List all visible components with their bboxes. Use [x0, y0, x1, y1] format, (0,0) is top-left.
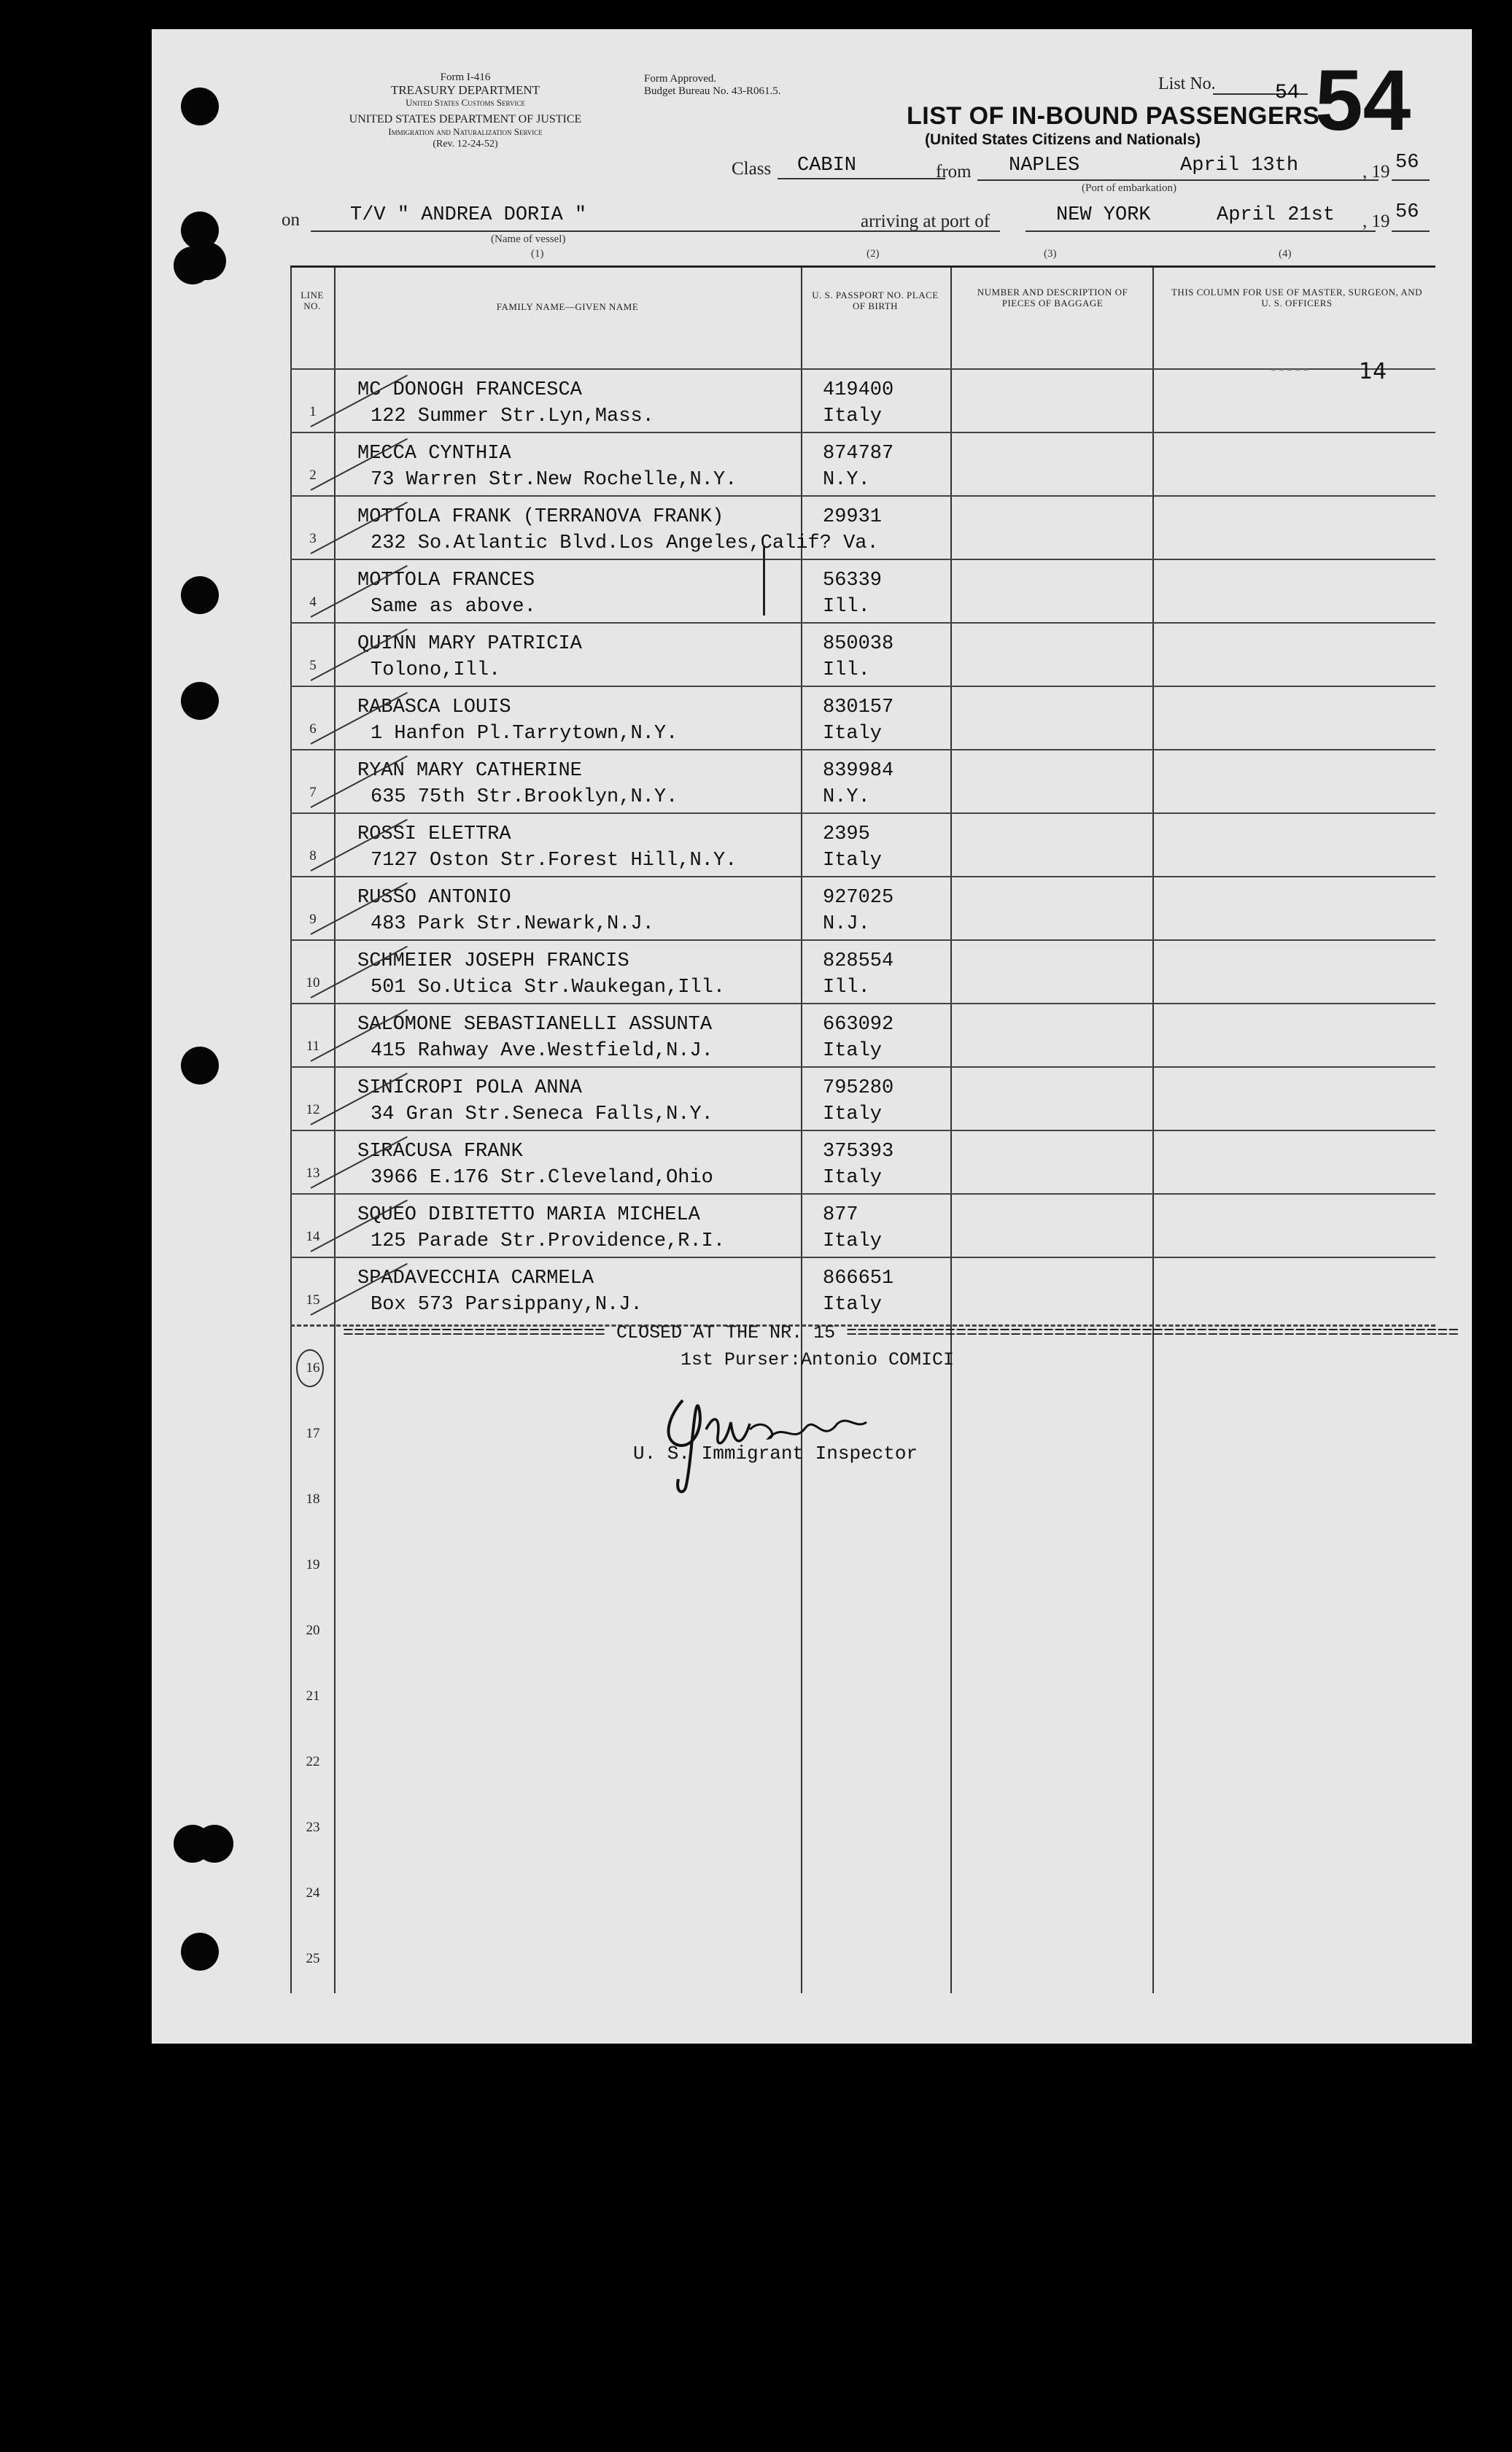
place-of-birth: N.Y.: [823, 786, 870, 808]
line-number: 22: [306, 1754, 320, 1769]
passenger-address: 122 Summer Str.Lyn,Mass.: [371, 406, 654, 427]
arrival-year: 56: [1395, 201, 1419, 223]
passport-number: 795280: [823, 1077, 894, 1099]
line-number: 18: [306, 1491, 320, 1507]
arrival-fill-line: [1026, 230, 1376, 232]
passport-number: 874787: [823, 443, 894, 465]
passport-number: 830157: [823, 697, 894, 718]
passenger-name: SALOMONE SEBASTIANELLI ASSUNTA: [357, 1014, 713, 1036]
approval-line: Form Approved.: [644, 73, 717, 85]
purser-line: 1st Purser:Antonio COMICI: [681, 1349, 955, 1370]
row-rule: [290, 812, 1435, 814]
line-number: 14: [306, 1229, 320, 1244]
punch-hole: [188, 242, 226, 280]
passenger-name: ROSSI ELETTRA: [357, 823, 511, 845]
row-rule: [290, 749, 1435, 750]
passport-number: 663092: [823, 1014, 894, 1036]
passport-number: 56339: [823, 570, 883, 591]
passenger-address: Box 573 Parsippany,N.J.: [371, 1294, 643, 1316]
place-of-birth: N.J.: [823, 913, 870, 935]
line-number: 11: [306, 1039, 320, 1054]
row-rule: [290, 368, 1435, 370]
col-name: FAMILY NAME—GIVEN NAME: [496, 301, 639, 312]
passenger-address: 415 Rahway Ave.Westfield,N.J.: [371, 1040, 713, 1062]
passport-number: 877: [823, 1204, 858, 1226]
passenger-address: Tolono,Ill.: [371, 659, 501, 681]
line-number: 6: [309, 721, 317, 737]
line-number: 16: [306, 1360, 320, 1376]
row-rule: [290, 559, 1435, 560]
passenger-address: 483 Park Str.Newark,N.J.: [371, 913, 654, 935]
from-label: from: [936, 162, 972, 182]
col-num-1: (1): [531, 248, 544, 260]
officer-dash-mark: [1271, 369, 1308, 370]
year-prefix: , 19: [1362, 162, 1390, 182]
row-rule: [290, 495, 1435, 497]
line-number: 3: [309, 531, 317, 546]
passenger-name: MC DONOGH FRANCESCA: [357, 379, 582, 401]
passport-number: 839984: [823, 760, 894, 782]
passport-number: 828554: [823, 950, 894, 972]
manifest-page: [152, 29, 1472, 2044]
port-caption: (Port of embarkation): [1082, 182, 1176, 194]
punch-hole: [181, 682, 219, 720]
col-baggage: NUMBER AND DESCRIPTION OF PIECES OF BAGGAGE: [977, 287, 1128, 309]
line-number: 5: [309, 658, 317, 673]
form-number: Form I-416: [440, 71, 491, 83]
passenger-name: MOTTOLA FRANCES: [357, 570, 535, 591]
on-label: on: [282, 210, 300, 230]
officer-note: 14: [1359, 359, 1387, 384]
line-number: 2: [309, 467, 317, 483]
passenger-address: 73 Warren Str.New Rochelle,N.Y.: [371, 469, 737, 491]
line-number: 7: [309, 785, 317, 800]
vessel-caption: (Name of vessel): [491, 233, 566, 245]
passport-number: 2395: [823, 823, 870, 845]
col-num-4: (4): [1279, 248, 1292, 260]
passenger-address: 3966 E.176 Str.Cleveland,Ohio: [371, 1167, 713, 1189]
revision: (Rev. 12-24-52): [433, 139, 498, 150]
place-of-birth: Italy: [823, 850, 883, 872]
arrival-date: April 21st: [1217, 204, 1335, 226]
passenger-address: 501 So.Utica Str.Waukegan,Ill.: [371, 977, 726, 998]
budget-bureau-line: Budget Bureau No. 43-R061.5.: [644, 85, 781, 97]
passenger-name: RYAN MARY CATHERINE: [357, 760, 582, 782]
punch-hole: [181, 1047, 219, 1085]
embark-port: NAPLES: [1009, 155, 1080, 176]
row-rule: [290, 432, 1435, 433]
treasury-dept: TREASURY DEPARTMENT: [390, 83, 540, 97]
form-subtitle: (United States Citizens and Nationals): [925, 131, 1201, 148]
passenger-name: RUSSO ANTONIO: [357, 887, 511, 909]
row-rule: [290, 1193, 1435, 1195]
closed-line: ======================== CLOSED AT THE NR. 15 ========================================================: [343, 1322, 1459, 1343]
place-of-birth: Ill.: [823, 596, 870, 618]
line-number: 24: [306, 1885, 320, 1901]
line-number: 15: [306, 1292, 320, 1308]
passport-number: 866651: [823, 1268, 894, 1289]
passenger-name: SIRACUSA FRANK: [357, 1141, 523, 1163]
passenger-address: 635 75th Str.Brooklyn,N.Y.: [371, 786, 678, 808]
row-rule: [290, 1003, 1435, 1004]
from-fill-line: [977, 179, 1379, 181]
passenger-name: QUINN MARY PATRICIA: [357, 633, 582, 655]
line-number: 13: [306, 1165, 320, 1181]
passenger-address: 7127 Oston Str.Forest Hill,N.Y.: [371, 850, 737, 872]
passport-number: 419400: [823, 379, 894, 401]
class-value: CABIN: [797, 155, 857, 176]
place-of-birth: Italy: [823, 1167, 883, 1189]
row-rule: [290, 876, 1435, 877]
line-number: 10: [306, 975, 320, 990]
line-number: 21: [306, 1688, 320, 1704]
list-no-label: List No.: [1158, 74, 1216, 93]
punch-hole: [181, 1933, 219, 1971]
passenger-name: RABASCA LOUIS: [357, 697, 511, 718]
line-number: 1: [309, 404, 317, 419]
embark-year-line: [1392, 179, 1430, 181]
year-prefix: , 19: [1362, 212, 1390, 231]
place-of-birth: Italy: [823, 1103, 883, 1125]
passenger-address: Same as above.: [371, 596, 536, 618]
customs-service: United States Customs Service: [406, 97, 525, 108]
class-fill-line: [778, 178, 945, 179]
place-of-birth: Italy: [823, 406, 883, 427]
col-num-3: (3): [1044, 248, 1057, 260]
line-number: 20: [306, 1623, 320, 1638]
vessel-name: T/V " ANDREA DORIA ": [350, 204, 587, 226]
bracket-mark: [763, 546, 765, 616]
passenger-address: 1 Hanfon Pl.Tarrytown,N.Y.: [371, 723, 678, 745]
line-number: 9: [309, 912, 317, 927]
ins-service: Immigration and Naturalization Service: [388, 126, 543, 137]
arrival-port: NEW YORK: [1056, 204, 1151, 226]
row-rule: [290, 939, 1435, 941]
passenger-address: 125 Parade Str.Providence,R.I.: [371, 1230, 726, 1252]
embark-date: April 13th: [1180, 155, 1299, 176]
passport-number: 927025: [823, 887, 894, 909]
form-title: LIST OF IN-BOUND PASSENGERS: [907, 102, 1320, 130]
line-number: 17: [306, 1426, 320, 1441]
passenger-name: SPADAVECCHIA CARMELA: [357, 1268, 594, 1289]
line-number: 12: [306, 1102, 320, 1117]
place-of-birth: Italy: [823, 1040, 883, 1062]
passport-number: 375393: [823, 1141, 894, 1163]
passenger-name: MECCA CYNTHIA: [357, 443, 511, 465]
passport-number: 29931: [823, 506, 883, 528]
line-number: 23: [306, 1820, 320, 1835]
list-no-typed: 54: [1275, 82, 1300, 104]
place-of-birth: Italy: [823, 1230, 883, 1252]
justice-dept: UNITED STATES DEPARTMENT OF JUSTICE: [349, 113, 582, 125]
punch-hole: [181, 88, 219, 125]
arrival-year-line: [1392, 230, 1430, 232]
place-of-birth: Italy: [823, 1294, 883, 1316]
embark-year: 56: [1395, 152, 1419, 174]
row-rule: [290, 1130, 1435, 1131]
passport-number: 850038: [823, 633, 894, 655]
col-line-no: LINE NO.: [301, 290, 324, 311]
line-number: 4: [309, 594, 317, 610]
row-rule: [290, 1066, 1435, 1068]
col-num-2: (2): [867, 248, 880, 260]
place-of-birth: N.Y.: [823, 469, 870, 491]
passenger-name: SCHMEIER JOSEPH FRANCIS: [357, 950, 629, 972]
form-approval: [644, 73, 780, 98]
class-label: Class: [732, 159, 772, 179]
passenger-name: SQUEO DIBITETTO MARIA MICHELA: [357, 1204, 700, 1226]
form-agency-block: [276, 71, 655, 150]
line-number: 19: [306, 1557, 320, 1572]
place-of-birth: Ill.: [823, 977, 870, 998]
row-rule: [290, 1257, 1435, 1258]
row-rule: [290, 622, 1435, 624]
place-of-birth: Italy: [823, 723, 883, 745]
list-no-stamp: 54: [1315, 53, 1411, 149]
circle-mark: [296, 1349, 324, 1387]
col-officers: THIS COLUMN FOR USE OF MASTER, SURGEON, AND U. S. OFFICERS: [1171, 287, 1422, 309]
place-of-birth: Ill.: [823, 659, 870, 681]
row-rule: [290, 686, 1435, 687]
passenger-name: MOTTOLA FRANK (TERRANOVA FRANK): [357, 506, 724, 528]
line-number: 8: [309, 848, 317, 864]
punch-hole: [195, 1825, 233, 1863]
inspector-signature: [640, 1386, 874, 1495]
punch-hole: [181, 576, 219, 614]
passenger-address: 232 So.Atlantic Blvd.Los Angeles,Calif? Va.: [371, 532, 879, 554]
line-number: 25: [306, 1951, 320, 1966]
inspector-label: U. S. Immigrant Inspector: [633, 1443, 918, 1464]
passenger-name: SINICROPI POLA ANNA: [357, 1077, 582, 1099]
arriving-label: arriving at port of: [861, 212, 990, 231]
col-passport: U. S. PASSPORT NO. PLACE OF BIRTH: [812, 290, 939, 311]
passenger-address: 34 Gran Str.Seneca Falls,N.Y.: [371, 1103, 713, 1125]
